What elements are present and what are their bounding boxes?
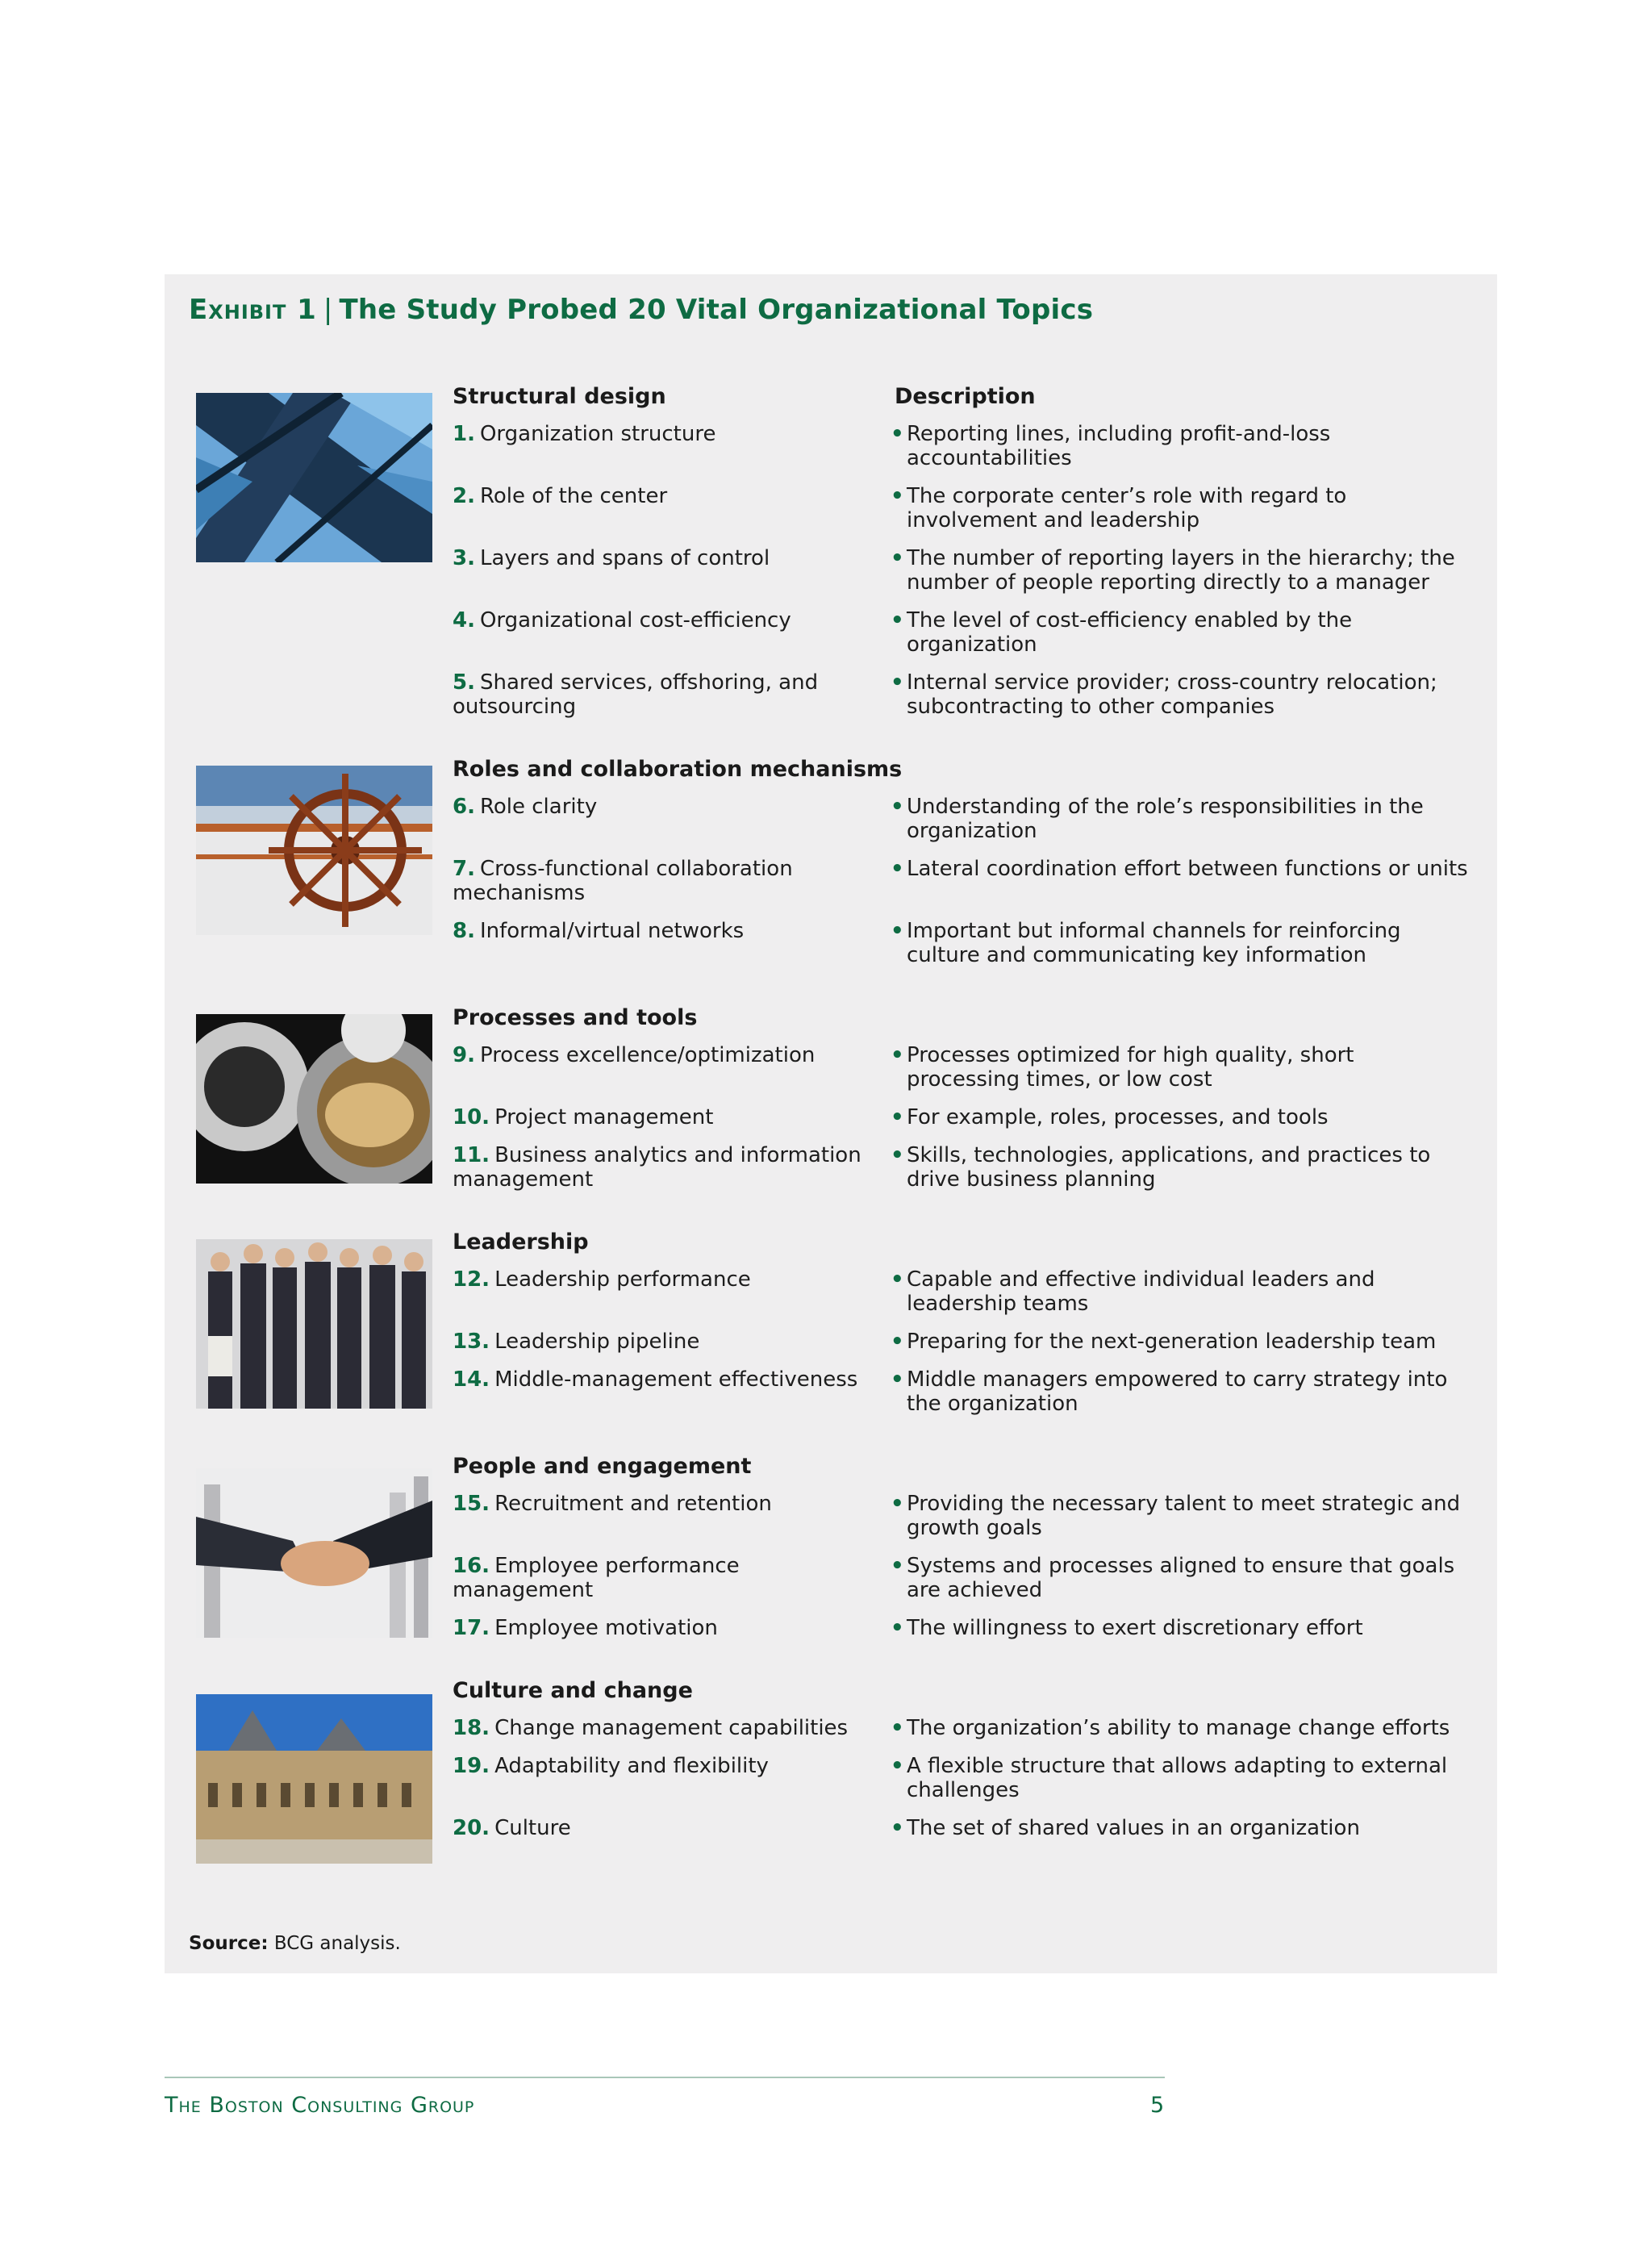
topic-2 [453,484,872,508]
topic-name: Culture [494,1816,571,1840]
bullet-icon: • [891,1492,904,1516]
gears-image [196,1014,432,1184]
description-14 [891,1367,1471,1416]
topic-number: 17. [453,1616,490,1640]
description-text: Processes optimized for high quality, short processing times, or low cost [907,1043,1354,1092]
topic-number: 20. [453,1816,490,1840]
description-text: Understanding of the role’s responsibilities in the organization [907,795,1424,843]
topic-16 [453,1554,872,1602]
topic-name: Employee performance management [453,1554,740,1602]
exhibit-panel [165,274,1497,1973]
bullet-icon: • [891,484,904,508]
exhibit-label: Exhibit 1 [189,294,317,326]
description-19 [891,1754,1471,1802]
topic-number: 5. [453,670,475,695]
topic-20 [453,1816,872,1840]
topic-number: 7. [453,857,475,881]
bullet-icon: • [891,1816,904,1840]
bullet-icon: • [891,1754,904,1778]
topic-17 [453,1616,872,1640]
description-text: Lateral coordination effort between functions or units [907,857,1468,881]
ship-wheel-image [196,766,432,935]
topic-12 [453,1267,872,1292]
description-text: The number of reporting layers in the hierarchy; the number of people reporting directly to a manager [907,546,1455,595]
description-12 [891,1267,1471,1316]
source-note [189,1933,401,1954]
description-text: Systems and processes aligned to ensure that goals are achieved [907,1554,1455,1602]
bullet-icon: • [891,919,904,943]
topic-name: Process excellence/optimization [479,1043,816,1067]
topic-number: 6. [453,795,475,819]
topic-19 [453,1754,872,1778]
bullet-icon: • [891,1105,904,1129]
description-text: Capable and effective individual leaders and leadership teams [907,1267,1375,1316]
topic-name: Role of the center [479,484,668,508]
topic-number: 4. [453,608,475,633]
topic-6 [453,795,872,819]
description-17 [891,1616,1471,1640]
section-header-leadership: Leadership [453,1230,589,1255]
topic-number: 1. [453,422,475,446]
description-5 [891,670,1471,719]
topic-7 [453,857,872,905]
description-text: Providing the necessary talent to meet strategic and growth goals [907,1492,1461,1540]
topic-number: 16. [453,1554,490,1578]
description-4 [891,608,1471,657]
title-separator: | [323,294,333,326]
footer-company: The Boston Consulting Group [165,2093,475,2118]
section-header-processes-tools: Processes and tools [453,1005,698,1030]
bullet-icon: • [891,1330,904,1354]
description-13 [891,1330,1471,1354]
description-18 [891,1716,1471,1740]
description-text: The level of cost-efficiency enabled by the organization [907,608,1353,657]
topic-number: 14. [453,1367,490,1392]
topic-4 [453,608,872,633]
topic-name: Organization structure [479,422,716,446]
section-header-culture-change: Culture and change [453,1678,693,1703]
topic-15 [453,1492,872,1516]
bullet-icon: • [891,1716,904,1740]
topic-number: 13. [453,1330,490,1354]
description-text: Middle managers empowered to carry strategy into the organization [907,1367,1448,1416]
topic-number: 8. [453,919,475,943]
description-text: The set of shared values in an organization [907,1816,1360,1840]
bullet-icon: • [891,1267,904,1292]
topic-name: Employee motivation [494,1616,718,1640]
description-7 [891,857,1471,881]
description-9 [891,1043,1471,1092]
description-3 [891,546,1471,595]
bridge-steel-image [196,393,432,562]
section-header-structural-design: Structural design [453,384,666,409]
bullet-icon: • [891,608,904,633]
footer-divider [165,2077,1165,2078]
exhibit-title [189,294,1093,326]
description-8 [891,919,1471,967]
description-11 [891,1143,1471,1192]
description-6 [891,795,1471,843]
page-number: 5 [1150,2093,1165,2118]
topic-number: 19. [453,1754,490,1778]
bullet-icon: • [891,1616,904,1640]
section-header-roles-collaboration: Roles and collaboration mechanisms [453,757,903,782]
bullet-icon: • [891,422,904,446]
topic-name: Organizational cost-efficiency [479,608,791,633]
description-text: The willingness to exert discretionary effort [907,1616,1363,1640]
bullet-icon: • [891,795,904,819]
business-team-image [196,1239,432,1409]
description-16 [891,1554,1471,1602]
topic-name: Leadership pipeline [494,1330,700,1354]
description-header: Description [895,384,1036,409]
topic-8 [453,919,872,943]
description-20 [891,1816,1471,1840]
description-text: Important but informal channels for reinforcing culture and communicating key information [907,919,1401,967]
topic-3 [453,546,872,570]
bullet-icon: • [891,670,904,695]
topic-name: Role clarity [479,795,598,819]
description-text: A flexible structure that allows adapting to external challenges [907,1754,1448,1802]
bullet-icon: • [891,546,904,570]
topic-10 [453,1105,872,1129]
topic-number: 18. [453,1716,490,1740]
bullet-icon: • [891,1043,904,1067]
bullet-icon: • [891,1554,904,1578]
topic-number: 15. [453,1492,490,1516]
topic-name: Change management capabilities [494,1716,849,1740]
source-label: Source: [189,1933,269,1954]
topic-name: Layers and spans of control [479,546,770,570]
topic-name: Informal/virtual networks [479,919,745,943]
bullet-icon: • [891,1367,904,1392]
bullet-icon: • [891,857,904,881]
description-text: For example, roles, processes, and tools [907,1105,1329,1129]
topic-1 [453,422,872,446]
source-text: BCG analysis. [268,1933,401,1954]
topic-13 [453,1330,872,1354]
topic-5 [453,670,872,719]
description-text: Skills, technologies, applications, and practices to drive business planning [907,1143,1431,1192]
topic-14 [453,1367,872,1392]
exhibit-title-text: The Study Probed 20 Vital Organizational Topics [339,294,1094,326]
louvre-building-image [196,1694,432,1864]
topic-number: 3. [453,546,475,570]
section-header-people-engagement: People and engagement [453,1454,752,1479]
topic-name: Shared services, offshoring, and outsourcing [453,670,819,719]
bullet-icon: • [891,1143,904,1167]
topic-9 [453,1043,872,1067]
description-text: Reporting lines, including profit-and-loss accountabilities [907,422,1331,470]
topic-number: 10. [453,1105,490,1129]
topic-name: Business analytics and information management [453,1143,861,1192]
description-2 [891,484,1471,532]
topic-11 [453,1143,872,1192]
topic-number: 9. [453,1043,475,1067]
topic-18 [453,1716,872,1740]
topic-name: Project management [494,1105,714,1129]
description-text: Preparing for the next-generation leadership team [907,1330,1437,1354]
topic-number: 11. [453,1143,490,1167]
topic-number: 2. [453,484,475,508]
description-text: The organization’s ability to manage change efforts [907,1716,1450,1740]
description-15 [891,1492,1471,1540]
description-text: The corporate center’s role with regard to involvement and leadership [907,484,1347,532]
topic-name: Cross-functional collaboration mechanisms [453,857,793,905]
description-1 [891,422,1471,470]
topic-name: Recruitment and retention [494,1492,772,1516]
description-10 [891,1105,1471,1129]
topic-name: Leadership performance [494,1267,751,1292]
topic-name: Adaptability and flexibility [494,1754,769,1778]
handshake-image [196,1468,432,1638]
description-text: Internal service provider; cross-country relocation; subcontracting to other companies [907,670,1437,719]
topic-name: Middle-management effectiveness [494,1367,858,1392]
topic-number: 12. [453,1267,490,1292]
